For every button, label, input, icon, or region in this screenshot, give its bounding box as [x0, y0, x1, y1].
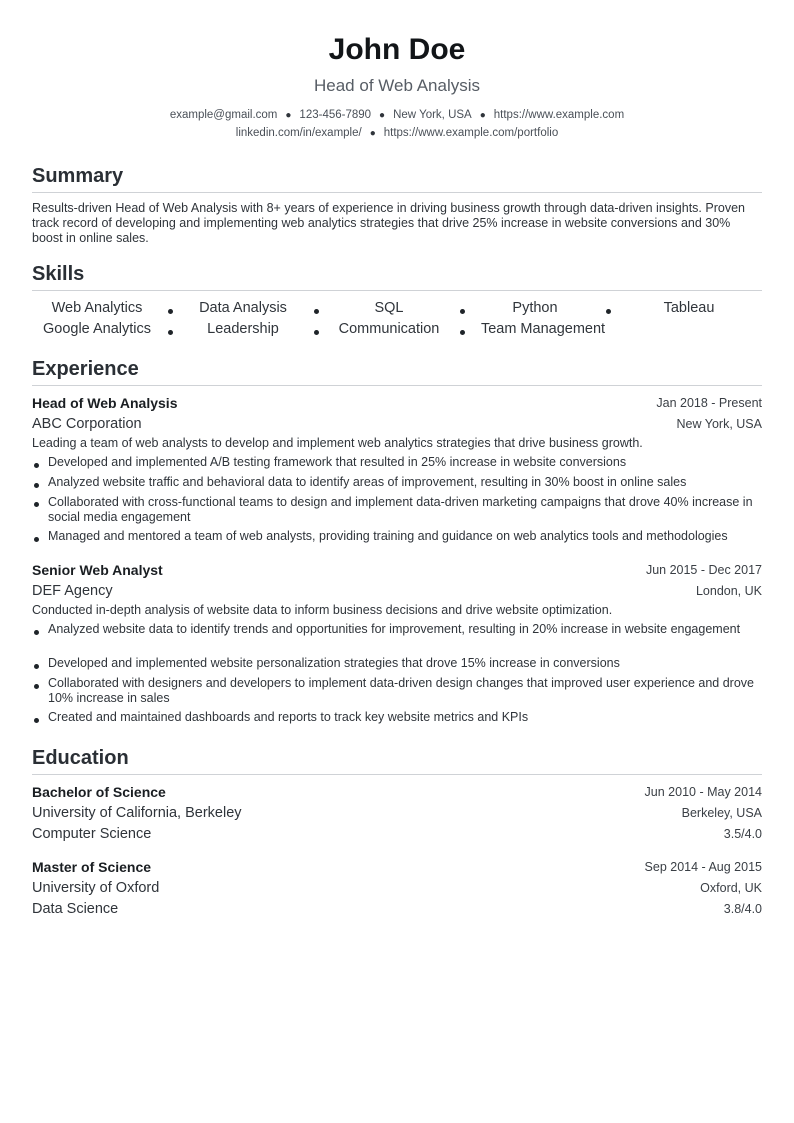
section-divider: [32, 385, 762, 386]
job-location: New York, USA: [676, 417, 762, 431]
school: University of Oxford: [32, 880, 160, 896]
job-bullet: Analyzed website traffic and behavioral data to identify areas of improvement, resulting in 30% boost in online sales: [48, 475, 687, 489]
candidate-title: Head of Web Analysis: [314, 76, 480, 95]
linkedin-link[interactable]: linkedin.com/in/example/: [235, 127, 362, 139]
email-link[interactable]: example@gmail.com: [169, 109, 278, 121]
skill-item: Leadership: [207, 321, 279, 337]
school-location: Berkeley, USA: [681, 806, 762, 820]
gpa: 3.5/4.0: [723, 827, 762, 841]
job-description: Conducted in-depth analysis of website data to inform business decisions and drive website optimization.: [32, 603, 613, 617]
degree: Bachelor of Science: [32, 784, 166, 800]
candidate-name: John Doe: [328, 33, 466, 66]
degree: Master of Science: [32, 859, 152, 875]
job-bullet: Created and maintained dashboards and reports to track key website metrics and KPIs: [48, 710, 529, 724]
education-field-row: [32, 825, 762, 845]
skill-item: SQL: [374, 300, 404, 316]
bullet-dot-icon: [34, 502, 39, 507]
contact-line-2: [0, 125, 794, 142]
skill-separator-dot-icon: [168, 330, 173, 335]
bullet-dot-icon: [34, 483, 39, 488]
education-header: [32, 783, 762, 803]
skill-item: Web Analytics: [51, 300, 143, 316]
skill-separator-dot-icon: [314, 330, 319, 335]
bullet-dot-icon: [34, 630, 39, 635]
bullet-dot-icon: [34, 718, 39, 723]
skill-item: Team Management: [480, 321, 606, 337]
section-divider: [32, 290, 762, 291]
job-dates: Jun 2015 - Dec 2017: [645, 563, 762, 577]
job-bullet: Developed and implemented A/B testing framework that resulted in 25% increase in website conversions: [48, 455, 627, 469]
separator-dot-icon: ●: [285, 110, 292, 121]
job-header: [32, 394, 762, 414]
education-dates: Sep 2014 - Aug 2015: [644, 860, 762, 874]
job-company-row: [32, 582, 762, 602]
education-school-row: [32, 804, 762, 824]
location: New York, USA: [393, 109, 472, 121]
job-bullet: Analyzed website data to identify trends and opportunities for improvement, resulting in 20% increase in website engagement: [48, 622, 741, 636]
education-header: [32, 858, 762, 878]
skill-item: Google Analytics: [42, 321, 151, 337]
website-link[interactable]: https://www.example.com: [493, 109, 625, 121]
education-field-row: [32, 900, 762, 920]
skill-separator-dot-icon: [460, 330, 465, 335]
experience-heading: Experience: [32, 358, 139, 380]
bullet-dot-icon: [34, 684, 39, 689]
education-heading: Education: [32, 747, 129, 769]
separator-dot-icon: ●: [479, 110, 486, 121]
skill-separator-dot-icon: [606, 309, 611, 314]
job-header: [32, 561, 762, 581]
summary-text: Results-driven Head of Web Analysis with 8+ years of experience in driving business growth through data-driven insights. Proven track record of developing and implementing web analytics strategies that drive 25% increase in website conversions and 30% boost in online sales.: [32, 201, 745, 245]
field-of-study: Computer Science: [32, 826, 152, 842]
skill-item: Python: [512, 300, 558, 316]
phone-number[interactable]: 123-456-7890: [299, 109, 372, 121]
skill-separator-dot-icon: [460, 309, 465, 314]
job-bullet: Collaborated with designers and developers to implement data-driven design changes that improved user experience and drove 10% increase in sales: [48, 676, 754, 705]
school-location: Oxford, UK: [700, 881, 762, 895]
skill-separator-dot-icon: [314, 309, 319, 314]
skill-item: Data Analysis: [199, 300, 287, 316]
job-bullet: Collaborated with cross-functional teams to design and implement data-driven marketing campaigns that drove 40% increase in social media engagement: [48, 495, 753, 524]
job-role: Senior Web Analyst: [32, 562, 163, 578]
job-bullet: Developed and implemented website personalization strategies that drove 15% increase in conversions: [48, 656, 620, 670]
school: University of California, Berkeley: [32, 805, 242, 821]
bullet-dot-icon: [34, 537, 39, 542]
gpa: 3.8/4.0: [723, 902, 762, 916]
job-dates: Jan 2018 - Present: [656, 396, 762, 410]
bullet-dot-icon: [34, 664, 39, 669]
job-role: Head of Web Analysis: [32, 395, 178, 411]
skill-item: Tableau: [663, 300, 715, 316]
summary-heading: Summary: [32, 165, 124, 187]
section-divider: [32, 192, 762, 193]
job-description: Leading a team of web analysts to develop and implement web analytics strategies that drive business growth.: [32, 436, 643, 450]
job-company: DEF Agency: [32, 583, 113, 599]
job-location: London, UK: [695, 584, 762, 598]
education-dates: Jun 2010 - May 2014: [644, 785, 762, 799]
education-school-row: [32, 879, 762, 899]
separator-dot-icon: ●: [369, 128, 376, 139]
contact-line-1: [0, 107, 794, 124]
job-company: ABC Corporation: [32, 416, 142, 432]
section-divider: [32, 774, 762, 775]
skill-item: Communication: [338, 321, 440, 337]
portfolio-link[interactable]: https://www.example.com/portfolio: [383, 127, 559, 139]
field-of-study: Data Science: [32, 901, 119, 917]
job-bullet: Managed and mentored a team of web analysts, providing training and guidance on web analytics tools and methodologies: [48, 529, 728, 543]
job-company-row: [32, 415, 762, 435]
bullet-dot-icon: [34, 463, 39, 468]
skill-separator-dot-icon: [168, 309, 173, 314]
skills-heading: Skills: [32, 263, 85, 285]
separator-dot-icon: ●: [379, 110, 386, 121]
